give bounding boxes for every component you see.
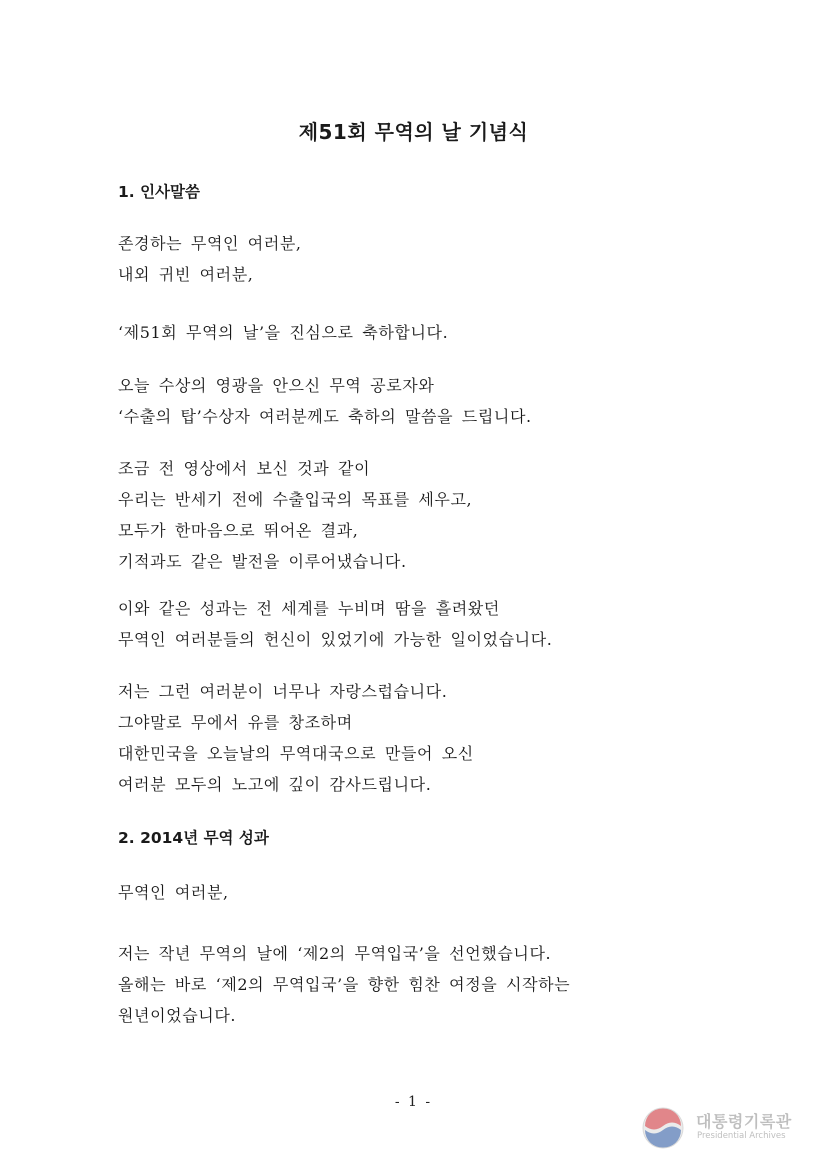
section-heading-trade-results: 2. 2014년 무역 성과 [118,829,269,847]
paragraph [118,228,302,290]
text-line: 우리는 반세기 전에 수출입국의 목표를 세우고, [118,490,473,509]
text-line: 대한민국을 오늘날의 무역대국으로 만들어 오신 [118,744,474,763]
archives-name-english: Presidential Archives [697,1131,786,1141]
text-line: 올해는 바로 ‘제2의 무역입국’을 향한 힘찬 여정을 시작하는 [118,975,571,994]
text-line: 조금 전 영상에서 보신 것과 같이 [118,459,371,478]
archives-emblem-icon [641,1106,685,1150]
text-line: 무역인 여러분들의 헌신이 있었기에 가능한 일이었습니다. [118,630,553,649]
section-heading-greeting: 1. 인사말씀 [118,183,200,201]
text-line: 저는 작년 무역의 날에 ‘제2의 무역입국’을 선언했습니다. [118,944,552,963]
text-line: 원년이었습니다. [118,1006,237,1025]
paragraph [118,877,229,908]
paragraph [118,453,472,577]
paragraph [118,370,532,432]
paragraph [118,317,448,348]
text-line: 무역인 여러분, [118,883,229,902]
text-line: 존경하는 무역인 여러분, [118,234,302,253]
text-line: 그야말로 무에서 유를 창조하며 [118,713,353,732]
text-line: 오늘 수상의 영광을 안으신 무역 공로자와 [118,376,435,395]
text-line: 내외 귀빈 여러분, [118,265,254,284]
archives-watermark [641,1106,816,1154]
paragraph [118,593,552,655]
text-line: ‘수출의 탑’수상자 여러분께도 축하의 말씀을 드립니다. [118,407,532,426]
text-line: 여러분 모두의 노고에 깊이 감사드립니다. [118,775,432,794]
archives-name-korean: 대통령기록관 [696,1112,792,1131]
page-number: - 1 - [394,1094,433,1110]
page-title: 제51회 무역의 날 기념식 [298,120,529,144]
text-line: 기적과도 같은 발전을 이루어냈습니다. [118,552,407,571]
paragraph [118,938,570,1031]
text-line: 모두가 한마음으로 뛰어온 결과, [118,521,359,540]
text-line: 이와 같은 성과는 전 세계를 누비며 땀을 흘려왔던 [118,599,500,618]
paragraph [118,676,474,800]
text-line: ‘제51회 무역의 날’을 진심으로 축하합니다. [118,323,449,342]
text-line: 저는 그런 여러분이 너무나 자랑스럽습니다. [118,682,448,701]
